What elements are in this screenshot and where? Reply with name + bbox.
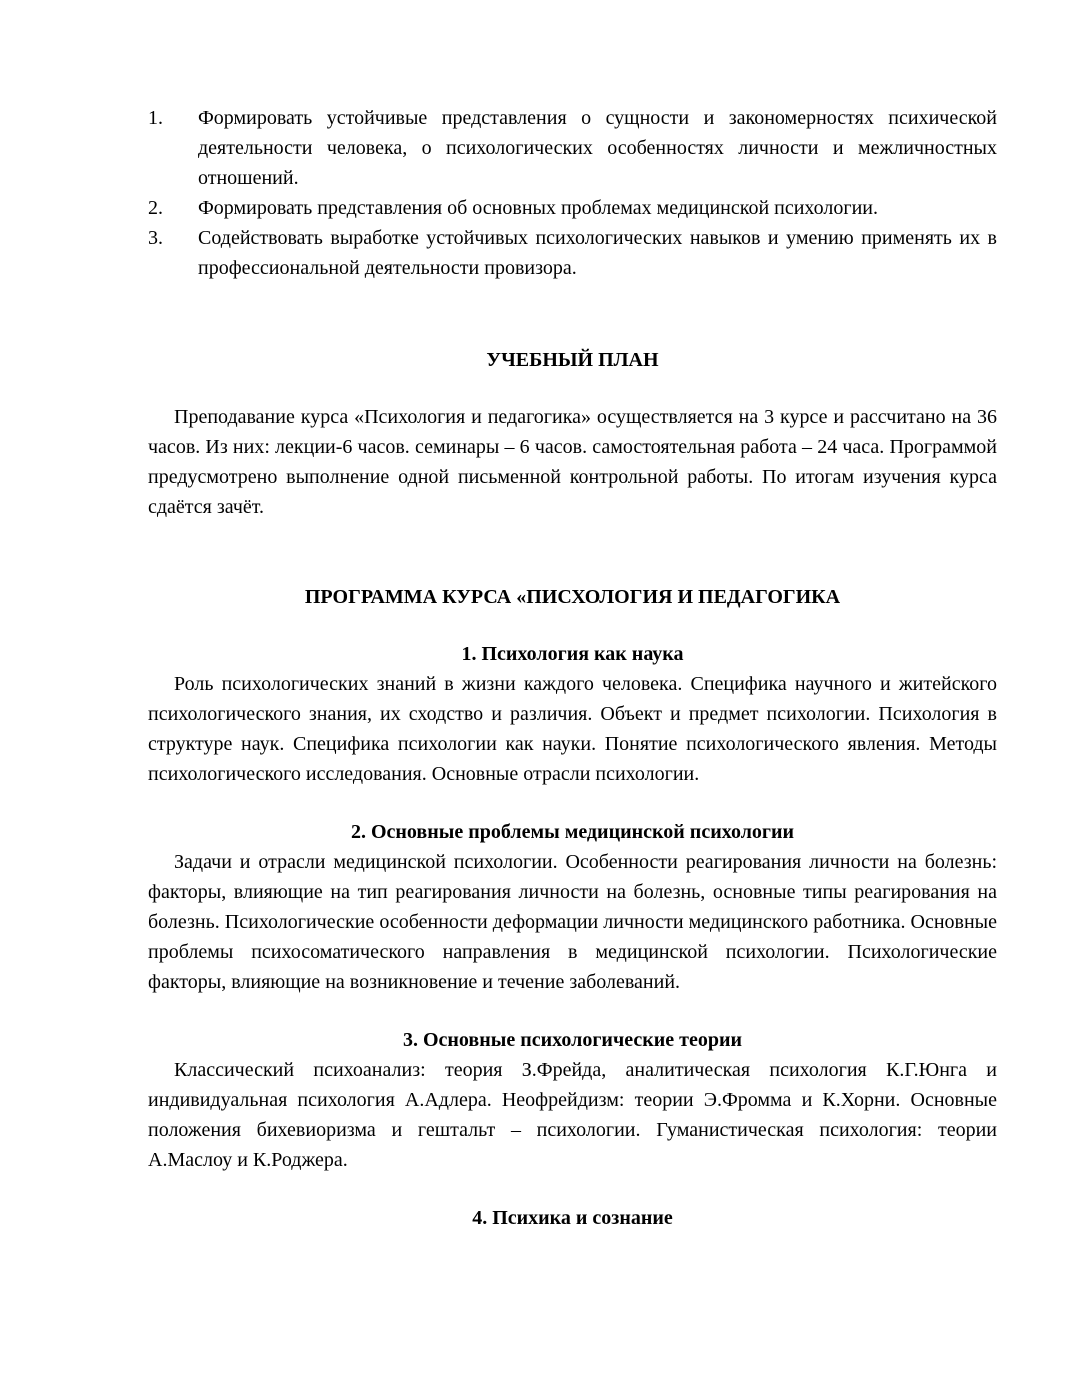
section-2-paragraph: Задачи и отрасли медицинской психологии. Особенности реагирования личности на болезнь: факторы, влияющие на тип реагирования личности на болезнь, основные типы реагирования на болезнь. Психологические особенности деформации личности медицинского работника. Основные проблемы психосоматического направления в медицинской психологии. Психологические факторы, влияющие на возникновение и течение заболеваний. (148, 851, 997, 993)
list-item (148, 103, 997, 193)
section-3-title: 3. Основные психологические теории (402, 1029, 743, 1051)
list-item (148, 193, 997, 223)
document-page (148, 103, 997, 1233)
list-item-text: Формировать устойчивые представления о сущности и закономерностях психической деятельности человека, о психологических особенностях личности и межличностных отношений. (198, 107, 997, 189)
plan-paragraph: Преподавание курса «Психология и педагогика» осуществляется на 3 курсе и рассчитано на 36 часов. Из них: лекции-6 часов. семинары – 6 часов. самостоятельная работа – 24 часа. Программой предусмотрено выполнение одной письменной контрольной работы. По итогам изучения курса сдаётся зачёт. (148, 406, 997, 518)
program-heading: ПРОГРАММА КУРСА «ПИСХОЛОГИЯ И ПЕДАГОГИКА (304, 586, 841, 608)
list-item-number: 2. (148, 197, 163, 219)
list-item (148, 223, 997, 283)
list-item-number: 3. (148, 227, 163, 249)
list-item-number: 1. (148, 107, 163, 129)
section-3-paragraph: Классический психоанализ: теория З.Фрейда, аналитическая психология К.Г.Юнга и индивидуальная психология А.Адлера. Неофрейдизм: теории Э.Фромма и К.Хорни. Основные положения бихевиоризма и гештальт – психологии. Гуманистическая психология: теории А.Маслоу и К.Роджера. (148, 1059, 997, 1171)
section-4-title: 4. Психика и сознание (472, 1207, 673, 1229)
list-item-text: Формировать представления об основных проблемах медицинской психологии. (198, 197, 878, 219)
list-item-text: Содействовать выработке устойчивых психологических навыков и умению применять их в профессиональной деятельности провизора. (198, 227, 997, 279)
goals-list (148, 103, 997, 283)
section-1-paragraph: Роль психологических знаний в жизни каждого человека. Специфика научного и житейского психологического знания, их сходство и различия. Объект и предмет психологии. Психология в структуре наук. Специфика психологии как науки. Понятие психологического явления. Методы психологического исследования. Основные отрасли психологии. (148, 673, 997, 785)
plan-heading: УЧЕБНЫЙ ПЛАН (486, 349, 659, 371)
section-2-title: 2. Основные проблемы медицинской психологии (350, 821, 795, 843)
section-1-title: 1. Психология как наука (461, 643, 684, 665)
